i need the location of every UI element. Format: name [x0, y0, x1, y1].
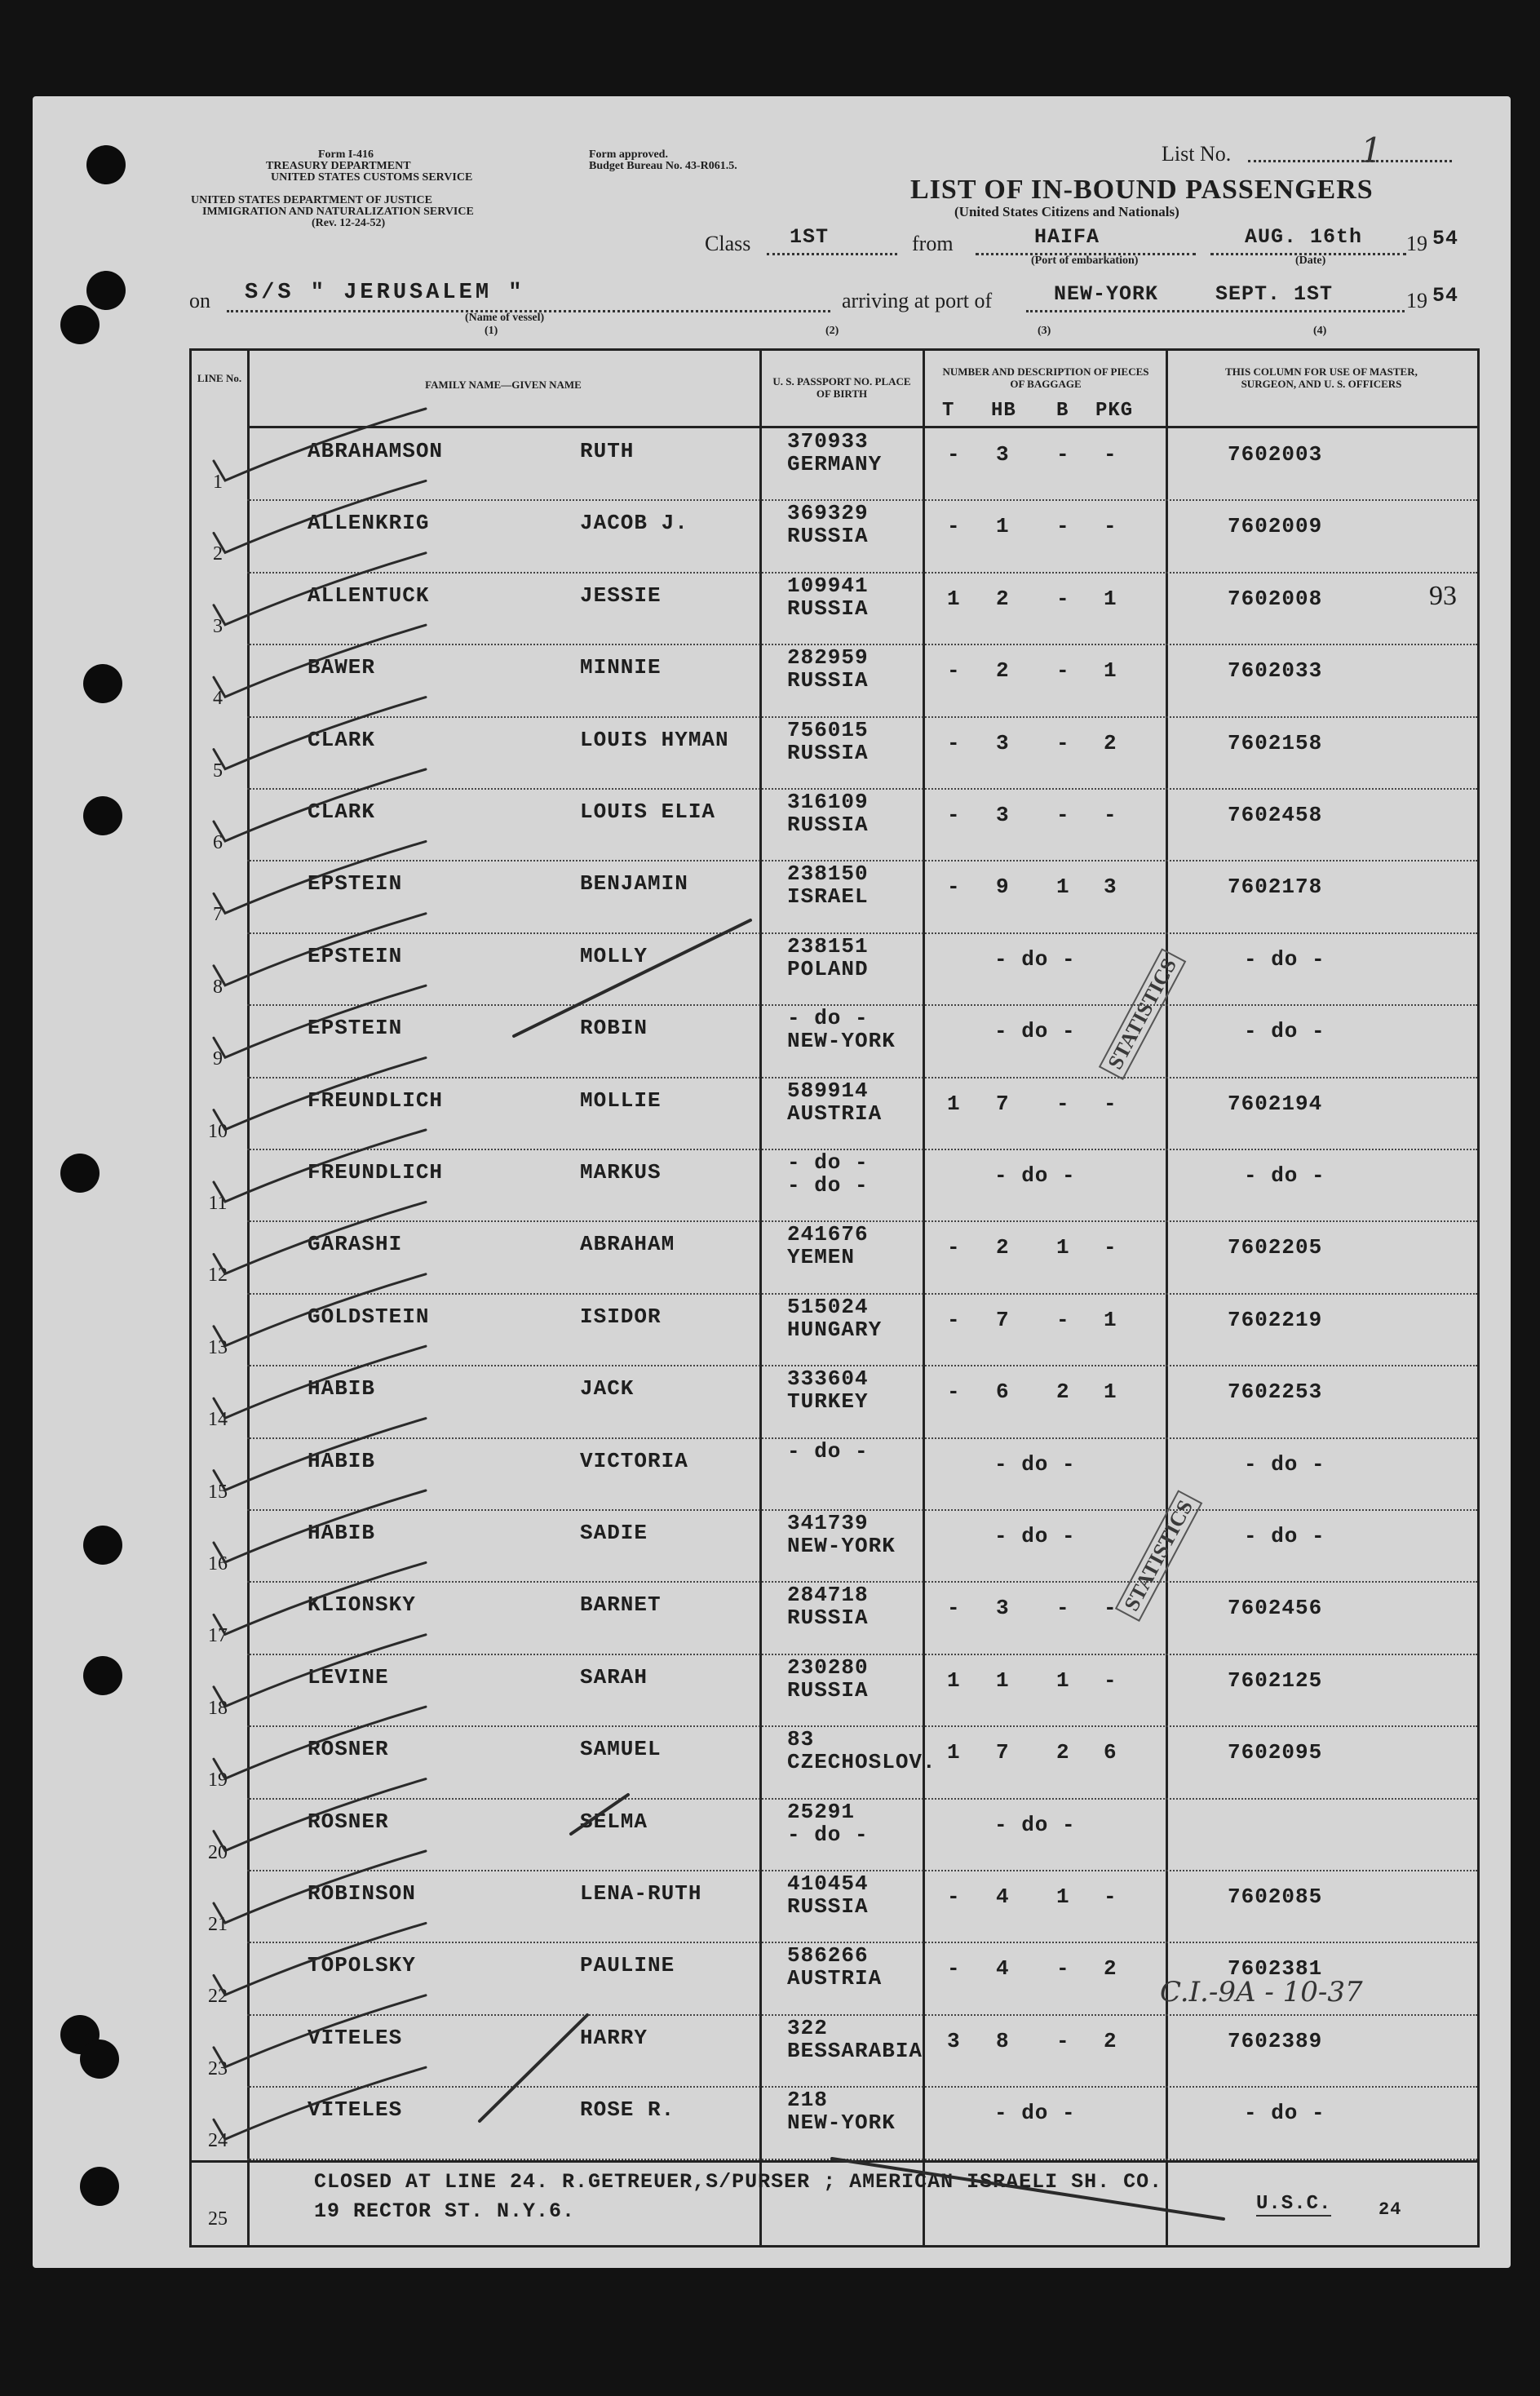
vessel-caption: (Name of vessel): [465, 312, 545, 324]
statistics-stamp: STATISTICS: [1099, 948, 1187, 1080]
line-number: 9: [213, 1048, 223, 1070]
bag-hb: 1: [996, 1667, 1010, 1693]
given-name: ROBIN: [580, 1016, 648, 1041]
punch-hole: [83, 1656, 122, 1695]
line-number: 13: [208, 1336, 228, 1358]
bag-hb: 2: [996, 1235, 1010, 1260]
row-rule: [247, 2159, 1477, 2160]
officer-number: 7602125: [1228, 1667, 1323, 1693]
officer-number: 7602205: [1228, 1235, 1323, 1260]
bag-pkg: -: [1104, 1884, 1117, 1909]
bag-b: 1: [1056, 1235, 1070, 1260]
place-of-birth: YEMEN: [787, 1245, 856, 1270]
place-of-birth: BESSARABIA: [787, 2038, 923, 2063]
place-of-birth: RUSSIA: [787, 740, 869, 765]
bag-pkg: -: [1104, 1667, 1117, 1693]
bag-t: 3: [947, 2028, 961, 2053]
line-number: 7: [213, 904, 223, 926]
caption-1: (1): [485, 325, 498, 337]
bag-b: -: [1056, 2028, 1070, 2053]
row-rule: [247, 2014, 1477, 2016]
line-number: 6: [213, 832, 223, 853]
bag-t: -: [947, 514, 961, 539]
bag-hb: 3: [996, 730, 1010, 755]
row-rule: [247, 1798, 1477, 1800]
place-of-birth: CZECHOSLOV.: [787, 1750, 936, 1775]
bag-b: 1: [1056, 1667, 1070, 1693]
bag-b: -: [1056, 1091, 1070, 1116]
bag-b: -: [1056, 730, 1070, 755]
closing-rule: [192, 2160, 1477, 2163]
place-of-birth: NEW-YORK: [787, 1534, 896, 1558]
line-number: 15: [208, 1481, 228, 1503]
family-name: HABIB: [308, 1376, 376, 1402]
given-name: MOLLIE: [580, 1087, 662, 1113]
family-name: ALLENKRIG: [308, 511, 430, 536]
bag-b: 2: [1056, 1740, 1070, 1765]
bag-t: -: [947, 442, 961, 467]
baggage-ditto: - do -: [994, 2101, 1076, 2126]
line-number: 8: [213, 976, 223, 998]
handwritten-note: C.I.-9A - 10-37: [1160, 1976, 1363, 2008]
bag-hb: 3: [996, 803, 1010, 827]
family-name: ROBINSON: [308, 1881, 416, 1906]
family-name: ROSNER: [308, 1737, 389, 1762]
bag-hb: 3: [996, 1596, 1010, 1621]
family-name: FREUNDLICH: [308, 1087, 444, 1113]
divider-baggage: [1166, 351, 1168, 2245]
baggage-ditto: - do -: [994, 946, 1076, 972]
given-name: RUTH: [580, 439, 635, 463]
baggage-ditto: - do -: [994, 1163, 1076, 1188]
line-number: 3: [213, 615, 223, 637]
passport-no: 230280: [787, 1654, 869, 1680]
on-label: on: [189, 289, 210, 312]
line-number: 16: [208, 1553, 228, 1574]
line-number: 19: [208, 1769, 228, 1791]
bag-t: -: [947, 875, 961, 900]
passport-no: 586266: [787, 1943, 869, 1969]
place-of-birth: ISRAEL: [787, 884, 869, 910]
given-name: LENA-RUTH: [580, 1881, 702, 1906]
budget-bureau: Budget Bureau No. 43-R061.5.: [589, 160, 737, 172]
form-title: LIST OF IN-BOUND PASSENGERS: [910, 175, 1374, 205]
bag-hb: 1: [996, 514, 1010, 539]
revision-date: (Rev. 12-24-52): [312, 217, 386, 229]
bag-hb: 3: [996, 442, 1010, 467]
given-name: BENJAMIN: [580, 871, 688, 897]
bag-t: -: [947, 1884, 961, 1909]
place-of-birth: AUSTRIA: [787, 1966, 883, 1991]
officer-number: 7602095: [1228, 1740, 1323, 1765]
family-name: HABIB: [308, 1448, 376, 1473]
officer-number: - do -: [1244, 2101, 1325, 2126]
place-of-birth: RUSSIA: [787, 524, 869, 549]
bag-hb: 2: [996, 586, 1010, 611]
place-of-birth: RUSSIA: [787, 1894, 869, 1919]
form-subtitle: (United States Citizens and Nationals): [954, 204, 1179, 219]
line-number: 12: [208, 1264, 228, 1287]
passport-no: - do -: [787, 1438, 869, 1464]
margin-number: 93: [1429, 581, 1457, 611]
officer-number: 7602389: [1228, 2028, 1323, 2053]
family-name: VITELES: [308, 2097, 403, 2123]
ins-service: IMMIGRATION AND NATURALIZATION SERVICE: [202, 206, 474, 218]
family-name: EPSTEIN: [308, 1016, 403, 1041]
given-name: SAMUEL: [580, 1737, 662, 1762]
caption-4: (4): [1313, 325, 1327, 337]
baggage-ditto: - do -: [994, 1451, 1076, 1477]
departure-date: AUG. 16th: [1245, 225, 1363, 249]
family-name: KLIONSKY: [308, 1592, 416, 1618]
form-number: Form I-416: [318, 148, 374, 161]
closing-line-2: 19 RECTOR ST. N.Y.6.: [314, 2199, 576, 2223]
punch-hole: [83, 664, 122, 703]
year-2: 54: [1432, 284, 1459, 308]
col-line-no: LINE No.: [197, 372, 242, 384]
line-number: 11: [208, 1193, 228, 1214]
passport-no: 109941: [787, 573, 869, 598]
family-name: EPSTEIN: [308, 943, 403, 968]
officer-number: - do -: [1244, 1524, 1325, 1548]
given-name: JESSIE: [580, 582, 662, 608]
family-name: GARASHI: [308, 1232, 403, 1257]
bag-pkg: -: [1104, 1091, 1117, 1116]
punch-hole: [86, 145, 126, 184]
usc-mark: U.S.C.: [1256, 2193, 1332, 2215]
place-of-birth: RUSSIA: [787, 813, 869, 837]
embark-caption: (Port of embarkation): [1031, 255, 1139, 267]
passport-no: - do -: [787, 1150, 869, 1175]
given-name: PAULINE: [580, 1953, 675, 1978]
line-number: 20: [208, 1841, 228, 1863]
given-name: VICTORIA: [580, 1448, 688, 1473]
bag-t: 1: [947, 1091, 961, 1116]
line-number: 5: [213, 760, 223, 782]
officer-number: 7602194: [1228, 1091, 1323, 1116]
passport-no: 282959: [787, 645, 869, 671]
line-number: 18: [208, 1697, 228, 1719]
officer-number: 7602456: [1228, 1596, 1323, 1621]
bag-hb-header: HB: [991, 400, 1016, 422]
family-name: FREUNDLICH: [308, 1160, 444, 1185]
line-number: 2: [213, 543, 223, 565]
bag-hb: 4: [996, 1956, 1010, 1982]
vessel-name: S/S " JERUSALEM ": [245, 281, 525, 305]
list-no-value: 1: [1361, 131, 1383, 171]
family-name: ROSNER: [308, 1809, 389, 1834]
bag-t: -: [947, 1235, 961, 1260]
given-name: ISIDOR: [580, 1304, 662, 1329]
officer-number: 7602381: [1228, 1956, 1323, 1982]
line-number: 21: [208, 1914, 228, 1935]
class-label: Class: [705, 232, 751, 255]
given-name: ABRAHAM: [580, 1232, 675, 1257]
line-number: 22: [208, 1986, 228, 2008]
list-no-underline: [1248, 160, 1452, 162]
place-of-birth: TURKEY: [787, 1389, 869, 1415]
line-number: 14: [208, 1409, 228, 1431]
place-of-birth: RUSSIA: [787, 1605, 869, 1631]
officer-number: 7602008: [1228, 586, 1323, 611]
passport-no: 284718: [787, 1583, 869, 1608]
officer-number: 7602458: [1228, 803, 1323, 827]
family-name: CLARK: [308, 799, 376, 824]
given-name: BARNET: [580, 1592, 662, 1618]
bag-pkg-header: PKG: [1095, 400, 1134, 422]
treasury-department: TREASURY DEPARTMENT: [266, 160, 411, 172]
officer-number: 7602033: [1228, 658, 1323, 684]
place-of-birth: RUSSIA: [787, 596, 869, 621]
punch-hole: [80, 2039, 119, 2079]
row-rule: [247, 1725, 1477, 1727]
passenger-table: [189, 348, 1480, 2248]
bag-pkg: 1: [1104, 586, 1117, 611]
passport-no: 369329: [787, 501, 869, 526]
given-name: JACK: [580, 1376, 635, 1402]
passport-no: 589914: [787, 1078, 869, 1103]
bag-b: -: [1056, 1956, 1070, 1982]
family-name: VITELES: [308, 2025, 403, 2050]
place-of-birth: GERMANY: [787, 452, 883, 476]
officer-number: 7602085: [1228, 1884, 1323, 1909]
bag-b: 2: [1056, 1380, 1070, 1405]
bag-pkg: 2: [1104, 730, 1117, 755]
place-of-birth: RUSSIA: [787, 668, 869, 693]
arrival-underline: [1026, 310, 1405, 312]
family-name: CLARK: [308, 727, 376, 752]
col-officers: THIS COLUMN FOR USE OF MASTER, SURGEON, AND U. S. OFFICERS: [1225, 365, 1418, 390]
passport-no: 341739: [787, 1511, 869, 1535]
arrival-port: NEW-YORK: [1054, 282, 1159, 306]
divider-line-no: [247, 351, 250, 2245]
bag-pkg: 3: [1104, 875, 1117, 900]
officer-number: - do -: [1244, 1163, 1325, 1188]
officer-number: 7602158: [1228, 730, 1323, 755]
line-number: 10: [208, 1120, 228, 1142]
given-name: JACOB J.: [580, 511, 688, 536]
bag-hb: 2: [996, 658, 1010, 684]
given-name: LOUIS ELIA: [580, 799, 716, 824]
line-number: 17: [208, 1625, 228, 1647]
officer-number: 7602003: [1228, 442, 1323, 467]
bag-pkg: -: [1104, 514, 1117, 539]
passport-no: 316109: [787, 790, 869, 814]
bag-hb: 9: [996, 875, 1010, 900]
bag-b: -: [1056, 803, 1070, 827]
arrival-date: SEPT. 1ST: [1215, 282, 1334, 306]
family-name: ABRAHAMSON: [308, 439, 444, 463]
bag-b: -: [1056, 586, 1070, 611]
baggage-ditto: - do -: [994, 1524, 1076, 1548]
bag-t: -: [947, 1380, 961, 1405]
baggage-ditto: - do -: [994, 1019, 1076, 1044]
bag-t: 1: [947, 586, 961, 611]
given-name: HARRY: [580, 2025, 648, 2050]
caption-2: (2): [825, 325, 839, 337]
place-of-birth: AUSTRIA: [787, 1101, 883, 1126]
bag-b: 1: [1056, 875, 1070, 900]
class-underline: [767, 253, 897, 255]
family-name: HABIB: [308, 1521, 376, 1545]
given-name: MARKUS: [580, 1160, 662, 1185]
passport-no: 218: [787, 2088, 828, 2113]
bag-pkg: 1: [1104, 658, 1117, 684]
passport-no: 238151: [787, 933, 869, 959]
bag-hb: 8: [996, 2028, 1010, 2053]
punch-hole: [86, 271, 126, 310]
bag-t: 1: [947, 1667, 961, 1693]
given-name: SADIE: [580, 1521, 648, 1545]
place-of-birth: POLAND: [787, 956, 869, 981]
passport-no: 241676: [787, 1222, 869, 1247]
family-name: LEVINE: [308, 1664, 389, 1690]
bag-pkg: 1: [1104, 1380, 1117, 1405]
bag-pkg: -: [1104, 1596, 1117, 1621]
line-number: 23: [208, 2057, 228, 2079]
passport-no: 515024: [787, 1294, 869, 1319]
from-value: HAIFA: [1034, 225, 1100, 249]
bag-hb: 7: [996, 1307, 1010, 1332]
bag-hb: 4: [996, 1884, 1010, 1909]
row-rule: [247, 2086, 1477, 2088]
place-of-birth: RUSSIA: [787, 1677, 869, 1703]
divider-name: [759, 351, 762, 2245]
bag-hb: 7: [996, 1091, 1010, 1116]
family-name: BAWER: [308, 655, 376, 680]
bag-b: -: [1056, 442, 1070, 467]
from-label: from: [912, 232, 954, 255]
family-name: GOLDSTEIN: [308, 1304, 430, 1329]
form-approved: Form approved.: [589, 148, 668, 161]
given-name: ROSE R.: [580, 2097, 675, 2123]
bag-b-header: B: [1056, 400, 1069, 422]
punch-hole: [83, 796, 122, 835]
bag-pkg: -: [1104, 803, 1117, 827]
passport-no: 370933: [787, 429, 869, 454]
punch-hole: [60, 1154, 100, 1193]
date-caption: (Date): [1295, 255, 1326, 267]
given-name: SARAH: [580, 1664, 648, 1690]
place-of-birth: - do -: [787, 1173, 869, 1198]
given-name: MINNIE: [580, 655, 662, 680]
officer-number: 7602009: [1228, 514, 1323, 539]
col-baggage: NUMBER AND DESCRIPTION OF PIECES OF BAGGAGE: [942, 365, 1149, 390]
family-name: EPSTEIN: [308, 871, 403, 897]
class-value: 1ST: [790, 225, 830, 249]
bag-pkg: 2: [1104, 1956, 1117, 1982]
passport-no: 238150: [787, 861, 869, 887]
justice-department: UNITED STATES DEPARTMENT OF JUSTICE: [191, 194, 432, 206]
bag-pkg: 6: [1104, 1740, 1117, 1765]
bag-pkg: -: [1104, 442, 1117, 467]
list-no-label: List No.: [1162, 142, 1232, 166]
bag-b: -: [1056, 1596, 1070, 1621]
bag-b: -: [1056, 658, 1070, 684]
place-of-birth: NEW-YORK: [787, 1029, 896, 1054]
officer-number: 7602178: [1228, 875, 1323, 900]
col-passport: U. S. PASSPORT NO. PLACE OF BIRTH: [772, 375, 911, 400]
bag-pkg: 2: [1104, 2028, 1117, 2053]
officer-number: - do -: [1244, 1451, 1325, 1477]
col-name: FAMILY NAME—GIVEN NAME: [425, 379, 582, 391]
bag-t: -: [947, 803, 961, 827]
passport-no: - do -: [787, 1006, 869, 1031]
year-prefix-1: 19: [1406, 232, 1427, 255]
bag-t: -: [947, 1307, 961, 1332]
officer-number: 7602253: [1228, 1380, 1323, 1405]
year-1: 54: [1432, 227, 1459, 250]
given-name: SELMA: [580, 1809, 648, 1834]
officer-number: - do -: [1244, 946, 1325, 972]
passport-no: 25291: [787, 1799, 856, 1824]
line-number: 24: [208, 2130, 228, 2152]
punch-hole: [80, 2167, 119, 2206]
bag-t: 1: [947, 1740, 961, 1765]
bag-pkg: 1: [1104, 1307, 1117, 1332]
divider-passport: [923, 351, 925, 2245]
punch-hole: [83, 1526, 122, 1565]
line-number: 4: [213, 688, 223, 710]
customs-service: UNITED STATES CUSTOMS SERVICE: [271, 171, 473, 184]
usc-number: 24: [1378, 2199, 1402, 2220]
officer-number: - do -: [1244, 1019, 1325, 1044]
closing-line-1: CLOSED AT LINE 24. R.GETREUER,S/PURSER ; AMERICAN ISRAELI SH. CO.: [314, 2170, 1163, 2194]
passport-no: 333604: [787, 1366, 869, 1392]
given-name: LOUIS HYMAN: [580, 727, 729, 752]
family-name: ALLENTUCK: [308, 582, 430, 608]
bag-t-header: T: [942, 400, 955, 422]
arriving-label: arriving at port of: [842, 289, 993, 312]
bag-t: -: [947, 1596, 961, 1621]
place-of-birth: HUNGARY: [787, 1317, 883, 1342]
family-name: TOPOLSKY: [308, 1953, 416, 1978]
passport-no: 322: [787, 2015, 828, 2040]
year-prefix-2: 19: [1406, 289, 1427, 312]
place-of-birth: - do -: [787, 1822, 869, 1847]
bag-hb: 6: [996, 1380, 1010, 1405]
header-rule: [247, 426, 1477, 428]
passport-no: 410454: [787, 1871, 869, 1896]
passport-no: 756015: [787, 717, 869, 742]
bag-b: -: [1056, 1307, 1070, 1332]
line-number: 1: [213, 472, 223, 493]
punch-hole: [60, 305, 100, 344]
bag-pkg: -: [1104, 1235, 1117, 1260]
officer-number: 7602219: [1228, 1307, 1323, 1332]
bag-b: 1: [1056, 1884, 1070, 1909]
bag-hb: 7: [996, 1740, 1010, 1765]
baggage-ditto: - do -: [994, 1812, 1076, 1837]
bag-t: -: [947, 658, 961, 684]
bag-b: -: [1056, 514, 1070, 539]
bag-t: -: [947, 1956, 961, 1982]
place-of-birth: NEW-YORK: [787, 2110, 896, 2136]
given-name: MOLLY: [580, 943, 648, 968]
statistics-stamp: STATISTICS: [1115, 1490, 1203, 1622]
line-number-25: 25: [208, 2208, 228, 2230]
passport-no: 83: [787, 1727, 815, 1752]
bag-t: -: [947, 730, 961, 755]
caption-3: (3): [1038, 325, 1051, 337]
